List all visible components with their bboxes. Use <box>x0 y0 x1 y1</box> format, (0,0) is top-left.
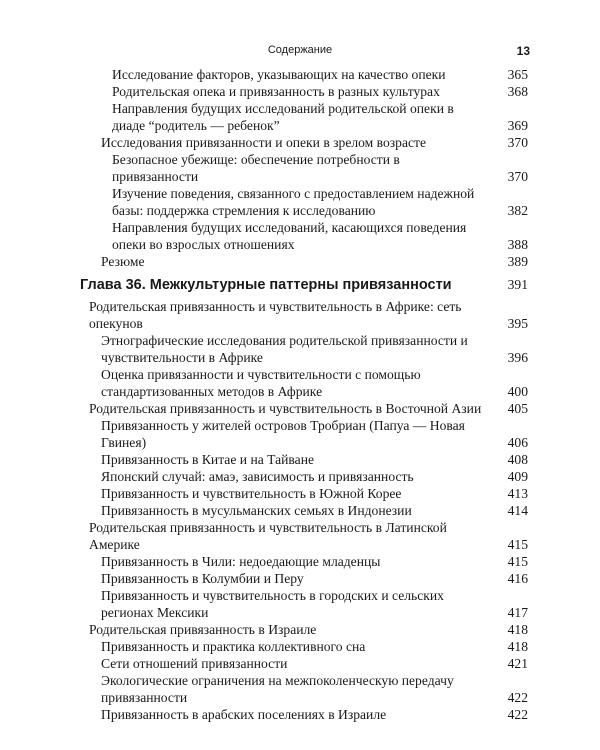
toc-entry[interactable] <box>80 485 528 502</box>
toc-entry-title: Родительская опека и привязанность в разных культурах <box>112 84 440 99</box>
toc-entry-title: Привязанность в Китае и на Тайване <box>101 452 315 467</box>
toc-entry-title: Изучение поведения, связанного с предоставлением надежной базы: поддержка стремления к исследованию <box>112 186 475 218</box>
toc-entry-title: Безопасное убежище: обеспечение потребности в привязанности <box>112 152 400 184</box>
toc-entry[interactable] <box>80 417 528 451</box>
toc-entry[interactable] <box>80 83 528 100</box>
toc-section-title: Родительская привязанность и чувствительность в Восточной Азии <box>89 401 482 416</box>
toc-entry-title: Привязанность и практика коллективного сна <box>101 639 366 654</box>
toc-entry[interactable] <box>80 332 528 366</box>
toc-entry-page: 370 <box>507 169 528 184</box>
toc-section-title: Родительская привязанность в Израиле <box>89 622 317 637</box>
toc-entry[interactable] <box>80 502 528 519</box>
toc-entry[interactable] <box>80 553 528 570</box>
toc-entry-title: Японский случай: амаэ, зависимость и привязанность <box>101 469 414 484</box>
toc-entry[interactable] <box>80 468 528 485</box>
toc-entry[interactable] <box>80 66 528 83</box>
toc-chapter-page: 391 <box>507 277 528 292</box>
toc-entry[interactable] <box>80 587 528 621</box>
toc-entry[interactable] <box>80 451 528 468</box>
toc-entry-page: 368 <box>507 84 528 99</box>
toc-entry[interactable] <box>80 366 528 400</box>
toc-section[interactable] <box>80 621 528 638</box>
toc-section-page: 395 <box>507 316 528 331</box>
toc-entry-page: 416 <box>507 571 528 586</box>
toc-entry[interactable] <box>80 638 528 655</box>
toc-entry[interactable] <box>80 706 528 723</box>
toc-entry-title: Привязанность в мусульманских семьях в Индонезии <box>101 503 412 518</box>
toc-entry[interactable] <box>80 655 528 672</box>
toc-entry-title: Привязанность и чувствительность в Южной Корее <box>101 486 402 501</box>
toc-entry-page: 422 <box>507 707 528 722</box>
toc-entry-title: Направления будущих исследований, касающихся поведения опеки во взрослых отношениях <box>112 220 467 252</box>
toc-entry[interactable] <box>80 219 528 253</box>
toc-entry-title: Привязанность у жителей островов Тробриан (Папуа — Новая Гвинея) <box>101 418 465 450</box>
toc-entry-page: 422 <box>507 690 528 705</box>
toc-entry-page: 409 <box>507 469 528 484</box>
toc-section[interactable] <box>80 253 528 270</box>
toc-entry-page: 418 <box>507 639 528 654</box>
toc-entry[interactable] <box>80 672 528 706</box>
toc-entry-page: 413 <box>507 486 528 501</box>
toc-entry-page: 365 <box>507 67 528 82</box>
toc-entry-page: 417 <box>507 605 528 620</box>
toc-entry[interactable] <box>80 151 528 185</box>
toc-entry-page: 369 <box>507 118 528 133</box>
toc-section[interactable] <box>80 519 528 553</box>
toc-entry-page: 396 <box>507 350 528 365</box>
toc-entry-page: 388 <box>507 237 528 252</box>
toc-entry-title: Привязанность и чувствительность в городских и сельских регионах Мексики <box>101 588 444 620</box>
table-of-contents <box>80 66 528 723</box>
running-header <box>0 44 600 60</box>
toc-section-title: Резюме <box>101 254 145 269</box>
toc-entry-title: Сети отношений привязанности <box>101 656 288 671</box>
toc-section-page: 418 <box>507 622 528 637</box>
toc-section-title: Родительская привязанность и чувствительность в Латинской Америке <box>89 520 447 552</box>
toc-section-title: Родительская привязанность и чувствительность в Африке: сеть опекунов <box>89 299 462 331</box>
toc-entry-title: Этнографические исследования родительской привязанности и чувствительности в Африке <box>101 333 468 365</box>
toc-entry-page: 408 <box>507 452 528 467</box>
toc-section-title: Исследования привязанности и опеки в зрелом возрасте <box>101 135 427 150</box>
toc-entry-page: 382 <box>507 203 528 218</box>
page-number: 13 <box>516 44 530 58</box>
toc-section[interactable] <box>80 134 528 151</box>
toc-entry-page: 415 <box>507 554 528 569</box>
toc-entry[interactable] <box>80 100 528 134</box>
running-header-title: Содержание <box>267 44 333 56</box>
toc-entry-title: Привязанность в Колумбии и Перу <box>101 571 304 586</box>
toc-entry[interactable] <box>80 570 528 587</box>
toc-section-page: 405 <box>507 401 528 416</box>
toc-entry-title: Направления будущих исследований родительской опеки в диаде “родитель — ребенок” <box>112 101 454 133</box>
toc-entry-title: Экологические ограничения на межпоколенческую передачу привязанности <box>101 673 454 705</box>
toc-section-page: 389 <box>507 254 528 269</box>
toc-entry-title: Привязанность в Чили: недоедающие младенцы <box>101 554 381 569</box>
toc-section-page: 415 <box>507 537 528 552</box>
toc-chapter-title: Глава 36. Межкультурные паттерны привязанности <box>80 277 452 293</box>
toc-entry-page: 414 <box>507 503 528 518</box>
toc-section[interactable] <box>80 298 528 332</box>
toc-entry-page: 406 <box>507 435 528 450</box>
toc-entry-title: Исследование факторов, указывающих на качество опеки <box>112 67 446 82</box>
toc-entry[interactable] <box>80 185 528 219</box>
toc-entry-title: Оценка привязанности и чувствительности с помощью стандартизованных методов в Африке <box>101 367 421 399</box>
toc-chapter[interactable] <box>80 274 528 296</box>
toc-entry-title: Привязанность в арабских поселениях в Израиле <box>101 707 387 722</box>
toc-section[interactable] <box>80 400 528 417</box>
toc-entry-page: 400 <box>507 384 528 399</box>
toc-entry-page: 421 <box>507 656 528 671</box>
toc-section-page: 370 <box>507 135 528 150</box>
